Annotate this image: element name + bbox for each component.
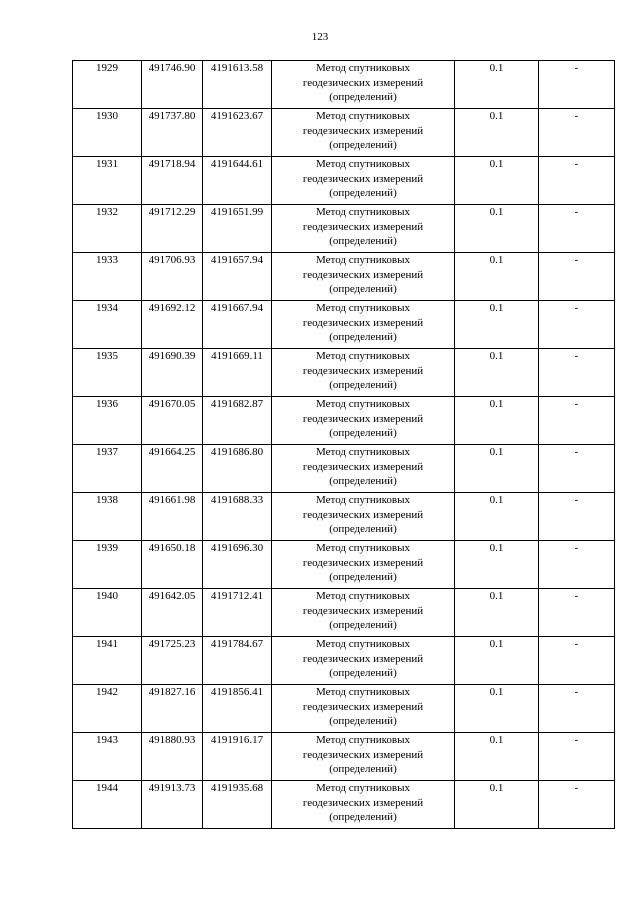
- method-line: Метод спутниковых: [316, 206, 410, 218]
- method-line: геодезических измерений: [302, 604, 424, 617]
- method-line: (определений): [329, 187, 397, 199]
- point-number-cell: 1944: [73, 781, 142, 829]
- y-coordinate-cell: 4191669.11: [203, 349, 272, 397]
- table-row: [73, 301, 615, 349]
- note-cell: -: [539, 445, 615, 493]
- x-coordinate-cell: 491670.05: [142, 397, 203, 445]
- table-row: [73, 541, 615, 589]
- y-coordinate-cell: 4191688.33: [203, 493, 272, 541]
- point-number-cell: 1938: [73, 493, 142, 541]
- note-cell: -: [539, 637, 615, 685]
- method-line: геодезических измерений: [302, 364, 424, 377]
- table-row: [73, 445, 615, 493]
- table-row: [73, 733, 615, 781]
- method-line: геодезических измерений: [302, 748, 424, 761]
- x-coordinate-cell: 491737.80: [142, 109, 203, 157]
- note-cell: -: [539, 589, 615, 637]
- note-cell: -: [539, 733, 615, 781]
- accuracy-cell: 0.1: [455, 109, 539, 157]
- method-line: (определений): [329, 235, 397, 247]
- y-coordinate-cell: 4191667.94: [203, 301, 272, 349]
- accuracy-cell: 0.1: [455, 493, 539, 541]
- method-cell: [272, 637, 455, 685]
- accuracy-cell: 0.1: [455, 733, 539, 781]
- method-cell: [272, 61, 455, 109]
- method-line: геодезических измерений: [302, 460, 424, 473]
- y-coordinate-cell: 4191657.94: [203, 253, 272, 301]
- accuracy-cell: 0.1: [455, 397, 539, 445]
- method-line: геодезических измерений: [302, 652, 424, 665]
- method-cell: [272, 301, 455, 349]
- x-coordinate-cell: 491690.39: [142, 349, 203, 397]
- table-row: [73, 493, 615, 541]
- accuracy-cell: 0.1: [455, 781, 539, 829]
- note-cell: -: [539, 685, 615, 733]
- y-coordinate-cell: 4191651.99: [203, 205, 272, 253]
- coordinates-table: [72, 60, 615, 829]
- method-line: геодезических измерений: [302, 76, 424, 89]
- y-coordinate-cell: 4191856.41: [203, 685, 272, 733]
- method-cell: [272, 397, 455, 445]
- x-coordinate-cell: 491642.05: [142, 589, 203, 637]
- method-line: (определений): [329, 379, 397, 391]
- note-cell: -: [539, 397, 615, 445]
- table-row: [73, 109, 615, 157]
- table-row: [73, 781, 615, 829]
- method-cell: [272, 157, 455, 205]
- method-line: (определений): [329, 667, 397, 679]
- method-cell: [272, 541, 455, 589]
- method-line: Метод спутниковых: [316, 158, 410, 170]
- point-number-cell: 1933: [73, 253, 142, 301]
- y-coordinate-cell: 4191784.67: [203, 637, 272, 685]
- note-cell: -: [539, 205, 615, 253]
- point-number-cell: 1937: [73, 445, 142, 493]
- method-line: Метод спутниковых: [316, 398, 410, 410]
- point-number-cell: 1939: [73, 541, 142, 589]
- method-cell: [272, 445, 455, 493]
- point-number-cell: 1940: [73, 589, 142, 637]
- point-number-cell: 1932: [73, 205, 142, 253]
- accuracy-cell: 0.1: [455, 445, 539, 493]
- method-line: геодезических измерений: [302, 700, 424, 713]
- point-number-cell: 1941: [73, 637, 142, 685]
- point-number-cell: 1942: [73, 685, 142, 733]
- method-line: (определений): [329, 283, 397, 295]
- accuracy-cell: 0.1: [455, 205, 539, 253]
- method-line: Метод спутниковых: [316, 302, 410, 314]
- x-coordinate-cell: 491664.25: [142, 445, 203, 493]
- accuracy-cell: 0.1: [455, 685, 539, 733]
- x-coordinate-cell: 491913.73: [142, 781, 203, 829]
- x-coordinate-cell: 491692.12: [142, 301, 203, 349]
- method-line: Метод спутниковых: [316, 110, 410, 122]
- accuracy-cell: 0.1: [455, 637, 539, 685]
- accuracy-cell: 0.1: [455, 589, 539, 637]
- note-cell: -: [539, 349, 615, 397]
- x-coordinate-cell: 491746.90: [142, 61, 203, 109]
- method-cell: [272, 349, 455, 397]
- method-cell: [272, 589, 455, 637]
- y-coordinate-cell: 4191623.67: [203, 109, 272, 157]
- table-row: [73, 685, 615, 733]
- point-number-cell: 1936: [73, 397, 142, 445]
- y-coordinate-cell: 4191712.41: [203, 589, 272, 637]
- method-cell: [272, 781, 455, 829]
- table-row: [73, 397, 615, 445]
- method-line: Метод спутниковых: [316, 446, 410, 458]
- method-line: геодезических измерений: [302, 556, 424, 569]
- method-line: Метод спутниковых: [316, 782, 410, 794]
- x-coordinate-cell: 491880.93: [142, 733, 203, 781]
- method-line: (определений): [329, 427, 397, 439]
- method-line: Метод спутниковых: [316, 590, 410, 602]
- method-line: (определений): [329, 811, 397, 823]
- method-line: геодезических измерений: [302, 268, 424, 281]
- method-line: Метод спутниковых: [316, 734, 410, 746]
- method-cell: [272, 685, 455, 733]
- coordinates-table-body: [73, 61, 615, 829]
- method-cell: [272, 253, 455, 301]
- accuracy-cell: 0.1: [455, 157, 539, 205]
- method-cell: [272, 205, 455, 253]
- table-row: [73, 589, 615, 637]
- method-line: (определений): [329, 523, 397, 535]
- table-row: [73, 637, 615, 685]
- y-coordinate-cell: 4191686.80: [203, 445, 272, 493]
- y-coordinate-cell: 4191644.61: [203, 157, 272, 205]
- accuracy-cell: 0.1: [455, 541, 539, 589]
- method-line: геодезических измерений: [302, 220, 424, 233]
- method-line: геодезических измерений: [302, 508, 424, 521]
- table-row: [73, 349, 615, 397]
- method-line: геодезических измерений: [302, 412, 424, 425]
- method-cell: [272, 733, 455, 781]
- method-line: (определений): [329, 715, 397, 727]
- method-line: геодезических измерений: [302, 316, 424, 329]
- note-cell: -: [539, 541, 615, 589]
- x-coordinate-cell: 491725.23: [142, 637, 203, 685]
- accuracy-cell: 0.1: [455, 253, 539, 301]
- method-line: Метод спутниковых: [316, 494, 410, 506]
- y-coordinate-cell: 4191696.30: [203, 541, 272, 589]
- note-cell: -: [539, 781, 615, 829]
- method-cell: [272, 109, 455, 157]
- x-coordinate-cell: 491718.94: [142, 157, 203, 205]
- note-cell: -: [539, 301, 615, 349]
- y-coordinate-cell: 4191935.68: [203, 781, 272, 829]
- accuracy-cell: 0.1: [455, 301, 539, 349]
- table-row: [73, 253, 615, 301]
- x-coordinate-cell: 491712.29: [142, 205, 203, 253]
- method-line: Метод спутниковых: [316, 542, 410, 554]
- page-number: 123: [311, 31, 329, 43]
- point-number-cell: 1930: [73, 109, 142, 157]
- note-cell: -: [539, 493, 615, 541]
- point-number-cell: 1929: [73, 61, 142, 109]
- accuracy-cell: 0.1: [455, 61, 539, 109]
- point-number-cell: 1943: [73, 733, 142, 781]
- note-cell: -: [539, 109, 615, 157]
- method-line: Метод спутниковых: [316, 686, 410, 698]
- method-line: (определений): [329, 331, 397, 343]
- method-line: (определений): [329, 475, 397, 487]
- method-line: (определений): [329, 139, 397, 151]
- method-line: геодезических измерений: [302, 172, 424, 185]
- method-line: (определений): [329, 571, 397, 583]
- method-line: (определений): [329, 763, 397, 775]
- note-cell: -: [539, 157, 615, 205]
- method-line: (определений): [329, 619, 397, 631]
- y-coordinate-cell: 4191916.17: [203, 733, 272, 781]
- method-line: Метод спутниковых: [316, 350, 410, 362]
- x-coordinate-cell: 491650.18: [142, 541, 203, 589]
- note-cell: -: [539, 253, 615, 301]
- point-number-cell: 1934: [73, 301, 142, 349]
- x-coordinate-cell: 491827.16: [142, 685, 203, 733]
- method-line: геодезических измерений: [302, 124, 424, 137]
- method-line: Метод спутниковых: [316, 62, 410, 74]
- accuracy-cell: 0.1: [455, 349, 539, 397]
- table-row: [73, 205, 615, 253]
- note-cell: -: [539, 61, 615, 109]
- table-row: [73, 61, 615, 109]
- method-line: (определений): [329, 91, 397, 103]
- table-row: [73, 157, 615, 205]
- point-number-cell: 1935: [73, 349, 142, 397]
- method-line: геодезических измерений: [302, 796, 424, 809]
- y-coordinate-cell: 4191613.58: [203, 61, 272, 109]
- method-line: Метод спутниковых: [316, 254, 410, 266]
- x-coordinate-cell: 491661.98: [142, 493, 203, 541]
- point-number-cell: 1931: [73, 157, 142, 205]
- x-coordinate-cell: 491706.93: [142, 253, 203, 301]
- y-coordinate-cell: 4191682.87: [203, 397, 272, 445]
- method-line: Метод спутниковых: [316, 638, 410, 650]
- method-cell: [272, 493, 455, 541]
